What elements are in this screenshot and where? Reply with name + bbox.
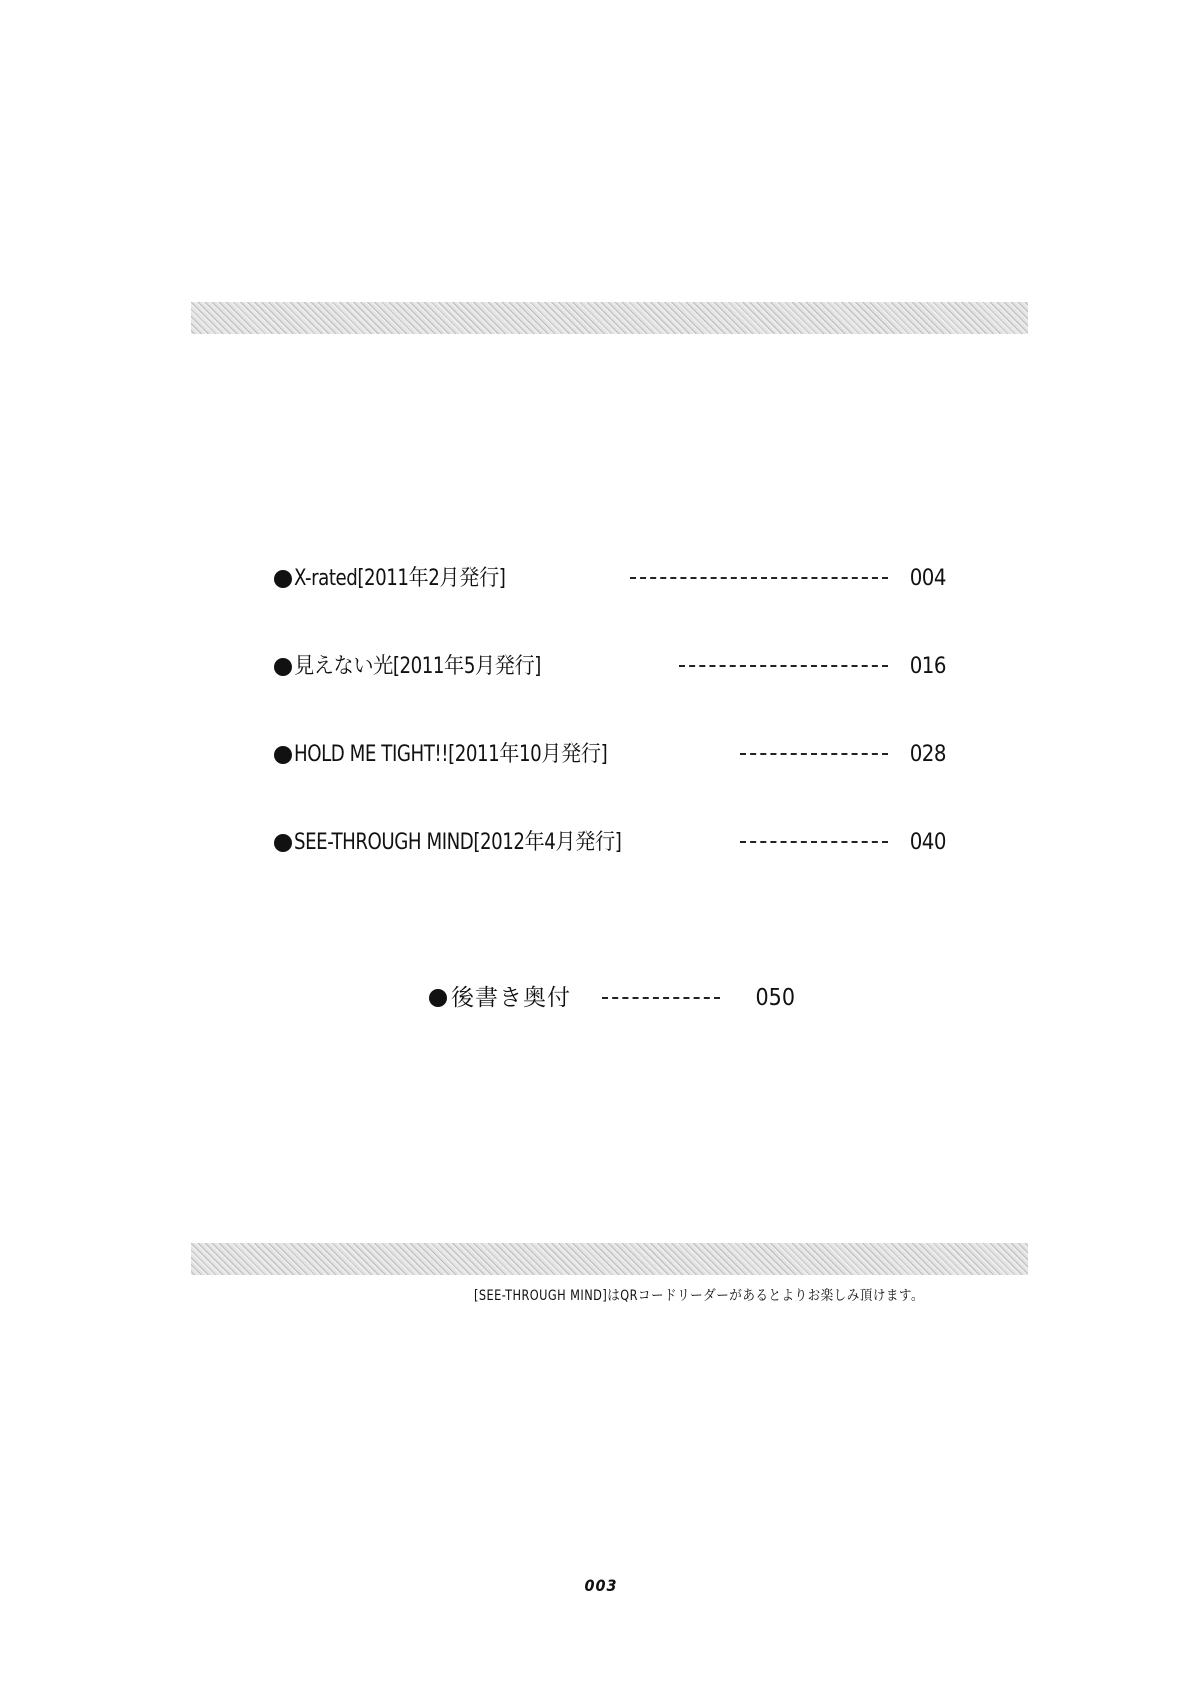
bullet-icon	[429, 989, 447, 1007]
toc-entry-title: 後書き奥付	[451, 985, 571, 1011]
toc-entry-page: 004	[909, 566, 946, 591]
toc-leader	[602, 997, 720, 999]
toc-entry-title: 見えない光[2011年5月発行]	[294, 654, 541, 679]
toc-entry-page: 050	[755, 985, 795, 1011]
toc-leader	[740, 841, 888, 843]
toc-entry-title: X-rated[2011年2月発行]	[294, 566, 506, 591]
bullet-icon	[274, 834, 292, 852]
toc-entry-see-through-mind	[274, 826, 946, 860]
page-number: 003	[584, 1576, 618, 1595]
toc-leader	[679, 665, 888, 667]
toc-entry-page: 028	[909, 742, 946, 767]
toc-entry-afterword	[429, 981, 795, 1015]
qr-reader-note: [SEE-THROUGH MIND]はQRコードリーダーがあるとよりお楽しみ頂けます。	[474, 1288, 925, 1304]
toc-entry-x-rated	[274, 562, 946, 596]
toc-leader	[740, 753, 888, 755]
toc-leader	[630, 577, 888, 579]
toc-entry-hold-me-tight	[274, 738, 946, 772]
toc-entry-title: HOLD ME TIGHT!![2011年10月発行]	[294, 742, 608, 767]
bullet-icon	[274, 570, 292, 588]
decorative-band-bottom	[191, 1243, 1028, 1275]
toc-entry-page: 040	[909, 830, 946, 855]
bullet-icon	[274, 658, 292, 676]
toc-entry-title: SEE-THROUGH MIND[2012年4月発行]	[294, 830, 622, 855]
toc-entry-mienai-hikari	[274, 650, 946, 684]
bullet-icon	[274, 746, 292, 764]
toc-entry-page: 016	[909, 654, 946, 679]
decorative-band-top	[191, 302, 1028, 334]
